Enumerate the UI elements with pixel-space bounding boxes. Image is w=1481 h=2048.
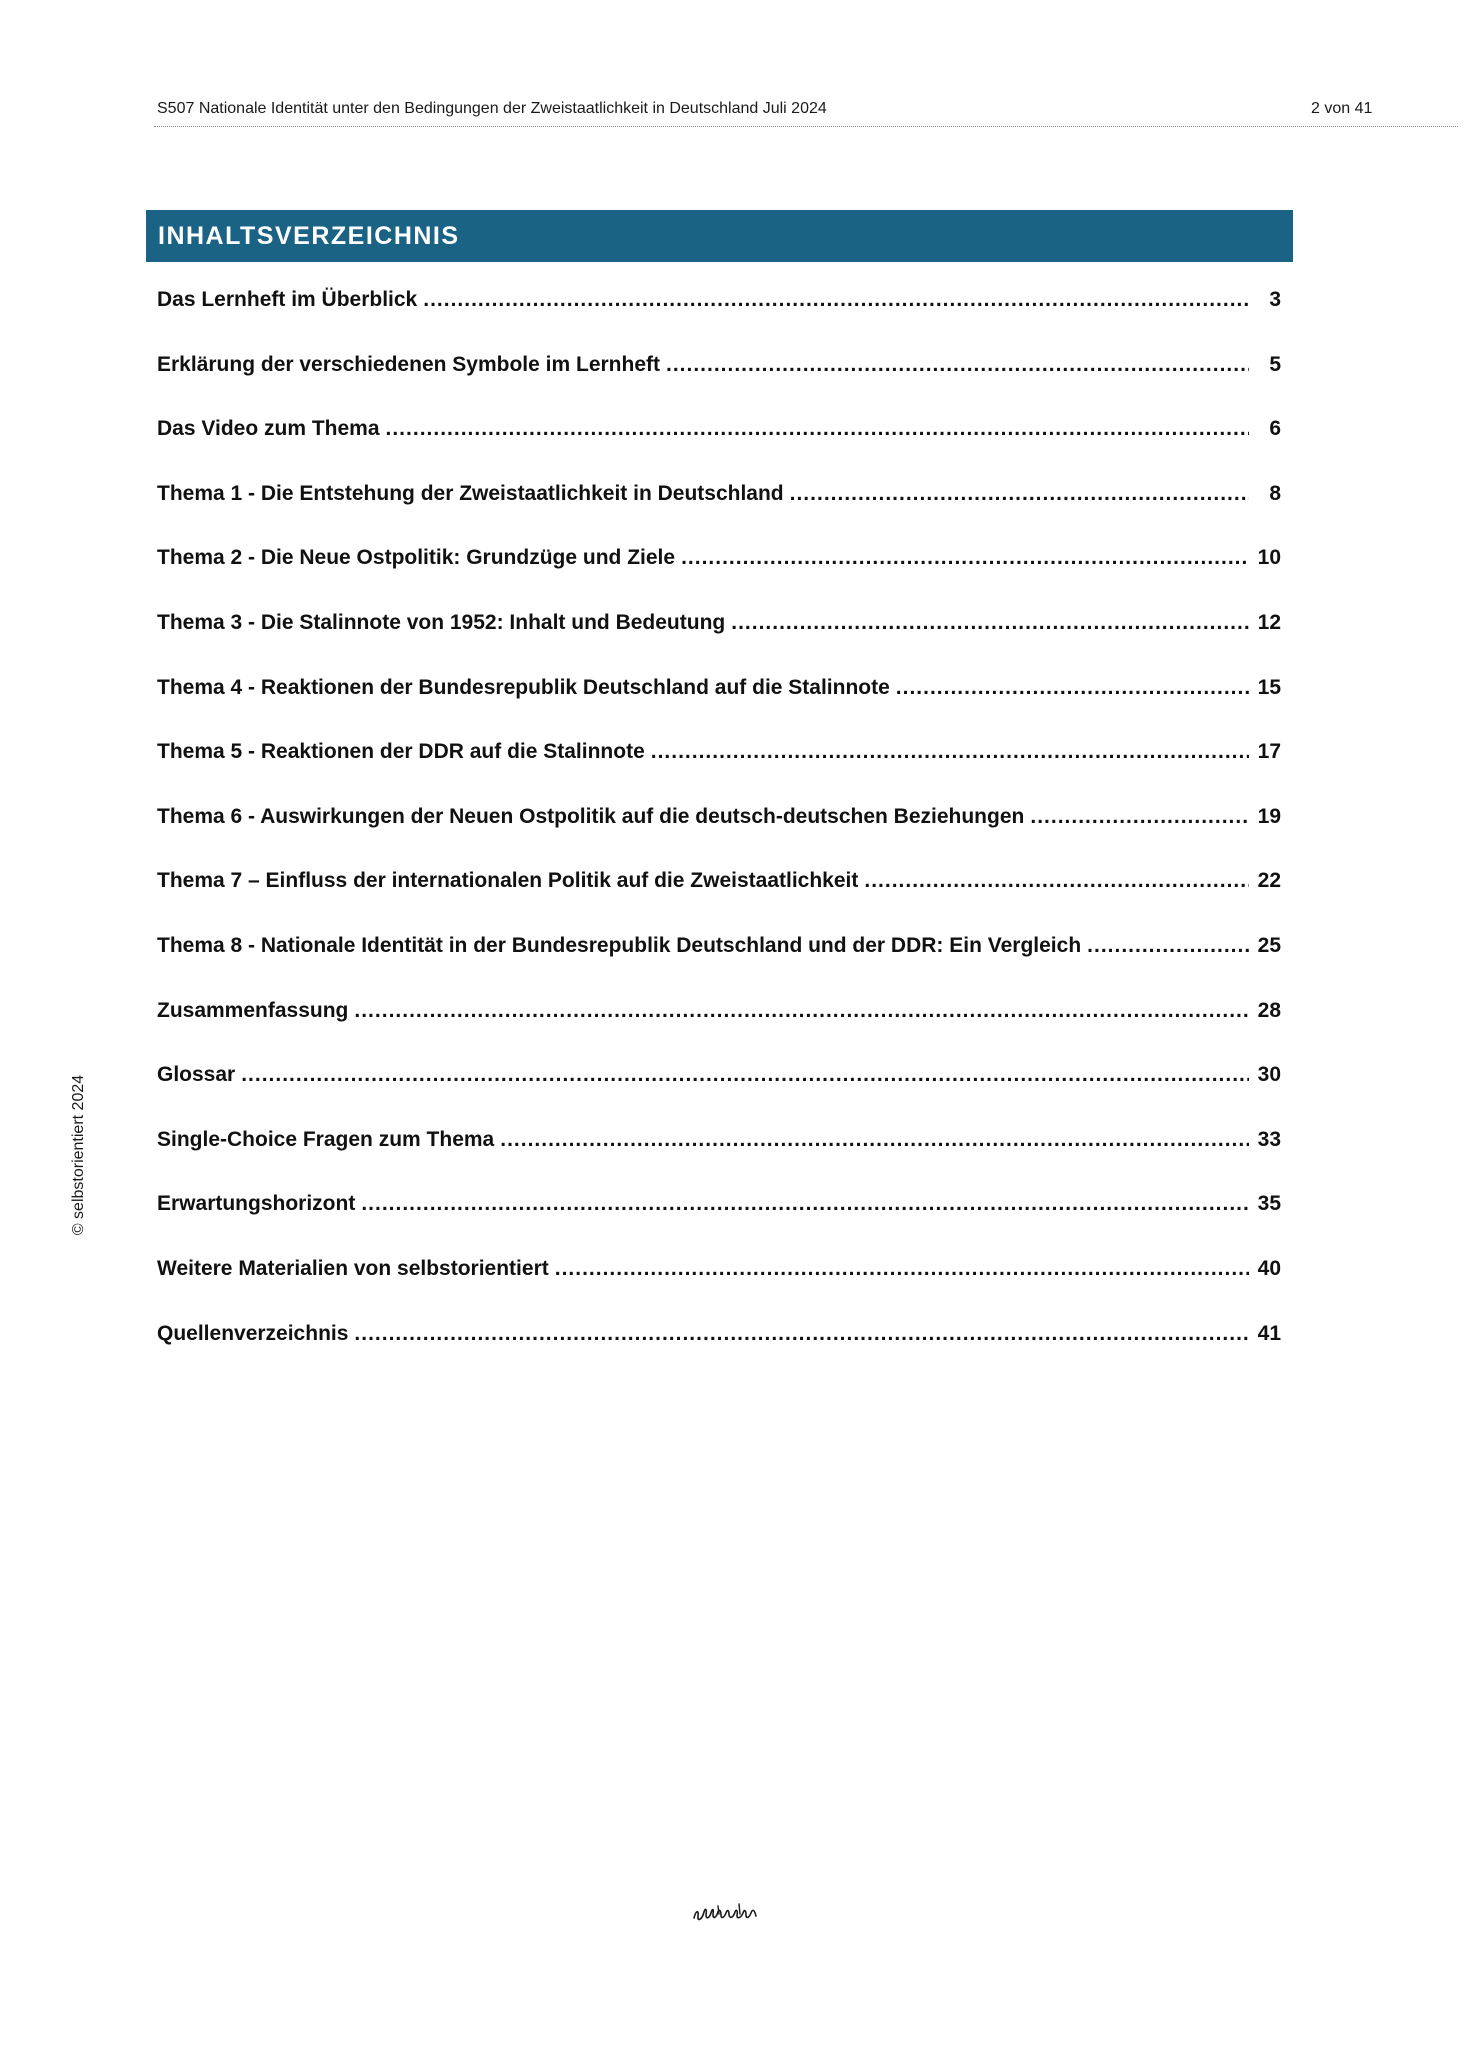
page-header	[154, 98, 1458, 127]
toc-entry-label: Single-Choice Fragen zum Thema	[157, 1127, 495, 1151]
toc-entry[interactable]	[157, 869, 1281, 934]
toc-entry-page: 6	[1269, 417, 1281, 441]
toc-entry-label: Glossar	[157, 1063, 236, 1087]
toc-entry[interactable]	[157, 1063, 1281, 1128]
toc-entry-page: 3	[1269, 288, 1281, 311]
toc-entry-label: Thema 8 - Nationale Identität in der Bundesrepublik Deutschland und der DDR: Ein Vergleich	[157, 933, 1082, 957]
toc-dot-leader	[864, 869, 1249, 893]
toc-entry-page: 12	[1257, 610, 1281, 634]
toc-dot-leader	[354, 1322, 1249, 1346]
toc-entry-page: 8	[1269, 481, 1281, 505]
toc-entry-label: Erklärung der verschiedenen Symbole im Lernheft	[157, 352, 660, 376]
toc-entry[interactable]	[157, 934, 1281, 999]
toc-dot-leader	[354, 999, 1249, 1023]
toc-entry-label: Thema 5 - Reaktionen der DDR auf die Stalinnote	[157, 740, 645, 764]
toc-dot-leader	[651, 740, 1249, 764]
toc-dot-leader	[790, 482, 1249, 506]
toc-entry-page: 33	[1257, 1127, 1281, 1151]
toc-dot-leader	[423, 288, 1249, 312]
toc-entry-page: 40	[1257, 1256, 1281, 1280]
toc-entry-page: 17	[1257, 740, 1281, 764]
toc-heading-banner	[146, 210, 1293, 262]
toc-dot-leader	[361, 1192, 1249, 1216]
toc-dot-leader	[241, 1063, 1249, 1087]
toc-entry-page: 30	[1257, 1063, 1281, 1087]
toc-entry-page: 10	[1257, 546, 1281, 570]
toc-entry-label: Thema 6 - Auswirkungen der Neuen Ostpolitik auf die deutsch-deutschen Beziehungen	[157, 804, 1025, 828]
toc-heading: INHALTSVERZEICHNIS	[158, 221, 460, 250]
toc-entry-label: Weitere Materialien von selbstorientiert	[157, 1256, 549, 1280]
toc-dot-leader	[681, 546, 1249, 570]
toc-entry-page: 5	[1269, 352, 1281, 376]
toc-entry-page: 41	[1257, 1321, 1281, 1345]
toc-entry-page: 15	[1257, 675, 1281, 699]
toc-entry-page: 19	[1257, 804, 1281, 828]
toc-entry[interactable]	[157, 1322, 1281, 1387]
toc-entry-label: Das Lernheft im Überblick	[157, 288, 418, 311]
toc-entry-page: 22	[1257, 869, 1281, 893]
toc-entry-label: Das Video zum Thema	[157, 417, 380, 441]
toc-entry[interactable]	[157, 999, 1281, 1064]
toc-list	[157, 288, 1281, 1386]
toc-entry-page: 25	[1257, 933, 1281, 957]
toc-entry-label: Thema 4 - Reaktionen der Bundesrepublik Deutschland auf die Stalinnote	[157, 675, 890, 699]
toc-dot-leader	[555, 1257, 1249, 1281]
toc-entry[interactable]	[157, 805, 1281, 870]
document-title: S507 Nationale Identität unter den Bedingungen der Zweistaatlichkeit in Deutschland Juli 2024	[157, 100, 827, 117]
toc-dot-leader	[500, 1128, 1249, 1152]
toc-entry[interactable]	[157, 611, 1281, 676]
toc-entry[interactable]	[157, 1192, 1281, 1257]
toc-entry-page: 28	[1257, 998, 1281, 1022]
toc-entry[interactable]	[157, 676, 1281, 741]
toc-entry-label: Thema 3 - Die Stalinnote von 1952: Inhalt und Bedeutung	[157, 610, 726, 634]
toc-entry-label: Erwartungshorizont	[157, 1192, 356, 1216]
toc-entry-label: Thema 2 - Die Neue Ostpolitik: Grundzüge und Ziele	[157, 546, 676, 570]
toc-entry[interactable]	[157, 482, 1281, 547]
toc-dot-leader	[1030, 805, 1249, 829]
toc-entry[interactable]	[157, 546, 1281, 611]
toc-entry-label: Zusammenfassung	[157, 998, 349, 1022]
toc-dot-leader	[1087, 934, 1249, 958]
toc-entry[interactable]	[157, 353, 1281, 418]
toc-dot-leader	[386, 417, 1249, 441]
toc-entry[interactable]	[157, 1257, 1281, 1322]
copyright-notice: © selbstorientiert 2024	[70, 1074, 87, 1236]
toc-entry[interactable]	[157, 740, 1281, 805]
toc-entry[interactable]	[157, 417, 1281, 482]
toc-entry-label: Quellenverzeichnis	[157, 1321, 349, 1345]
toc-entry[interactable]	[157, 288, 1281, 353]
toc-dot-leader	[731, 611, 1249, 635]
page-number: 2 von 41	[1311, 100, 1373, 117]
selbstorientiert-logo	[690, 1898, 760, 1926]
toc-entry-label: Thema 1 - Die Entstehung der Zweistaatlichkeit in Deutschland	[157, 481, 784, 505]
toc-entry-label: Thema 7 – Einfluss der internationalen Politik auf die Zweistaatlichkeit	[157, 869, 859, 893]
toc-dot-leader	[666, 353, 1249, 377]
toc-entry[interactable]	[157, 1128, 1281, 1193]
toc-entry-page: 35	[1257, 1192, 1281, 1216]
toc-dot-leader	[896, 676, 1249, 700]
